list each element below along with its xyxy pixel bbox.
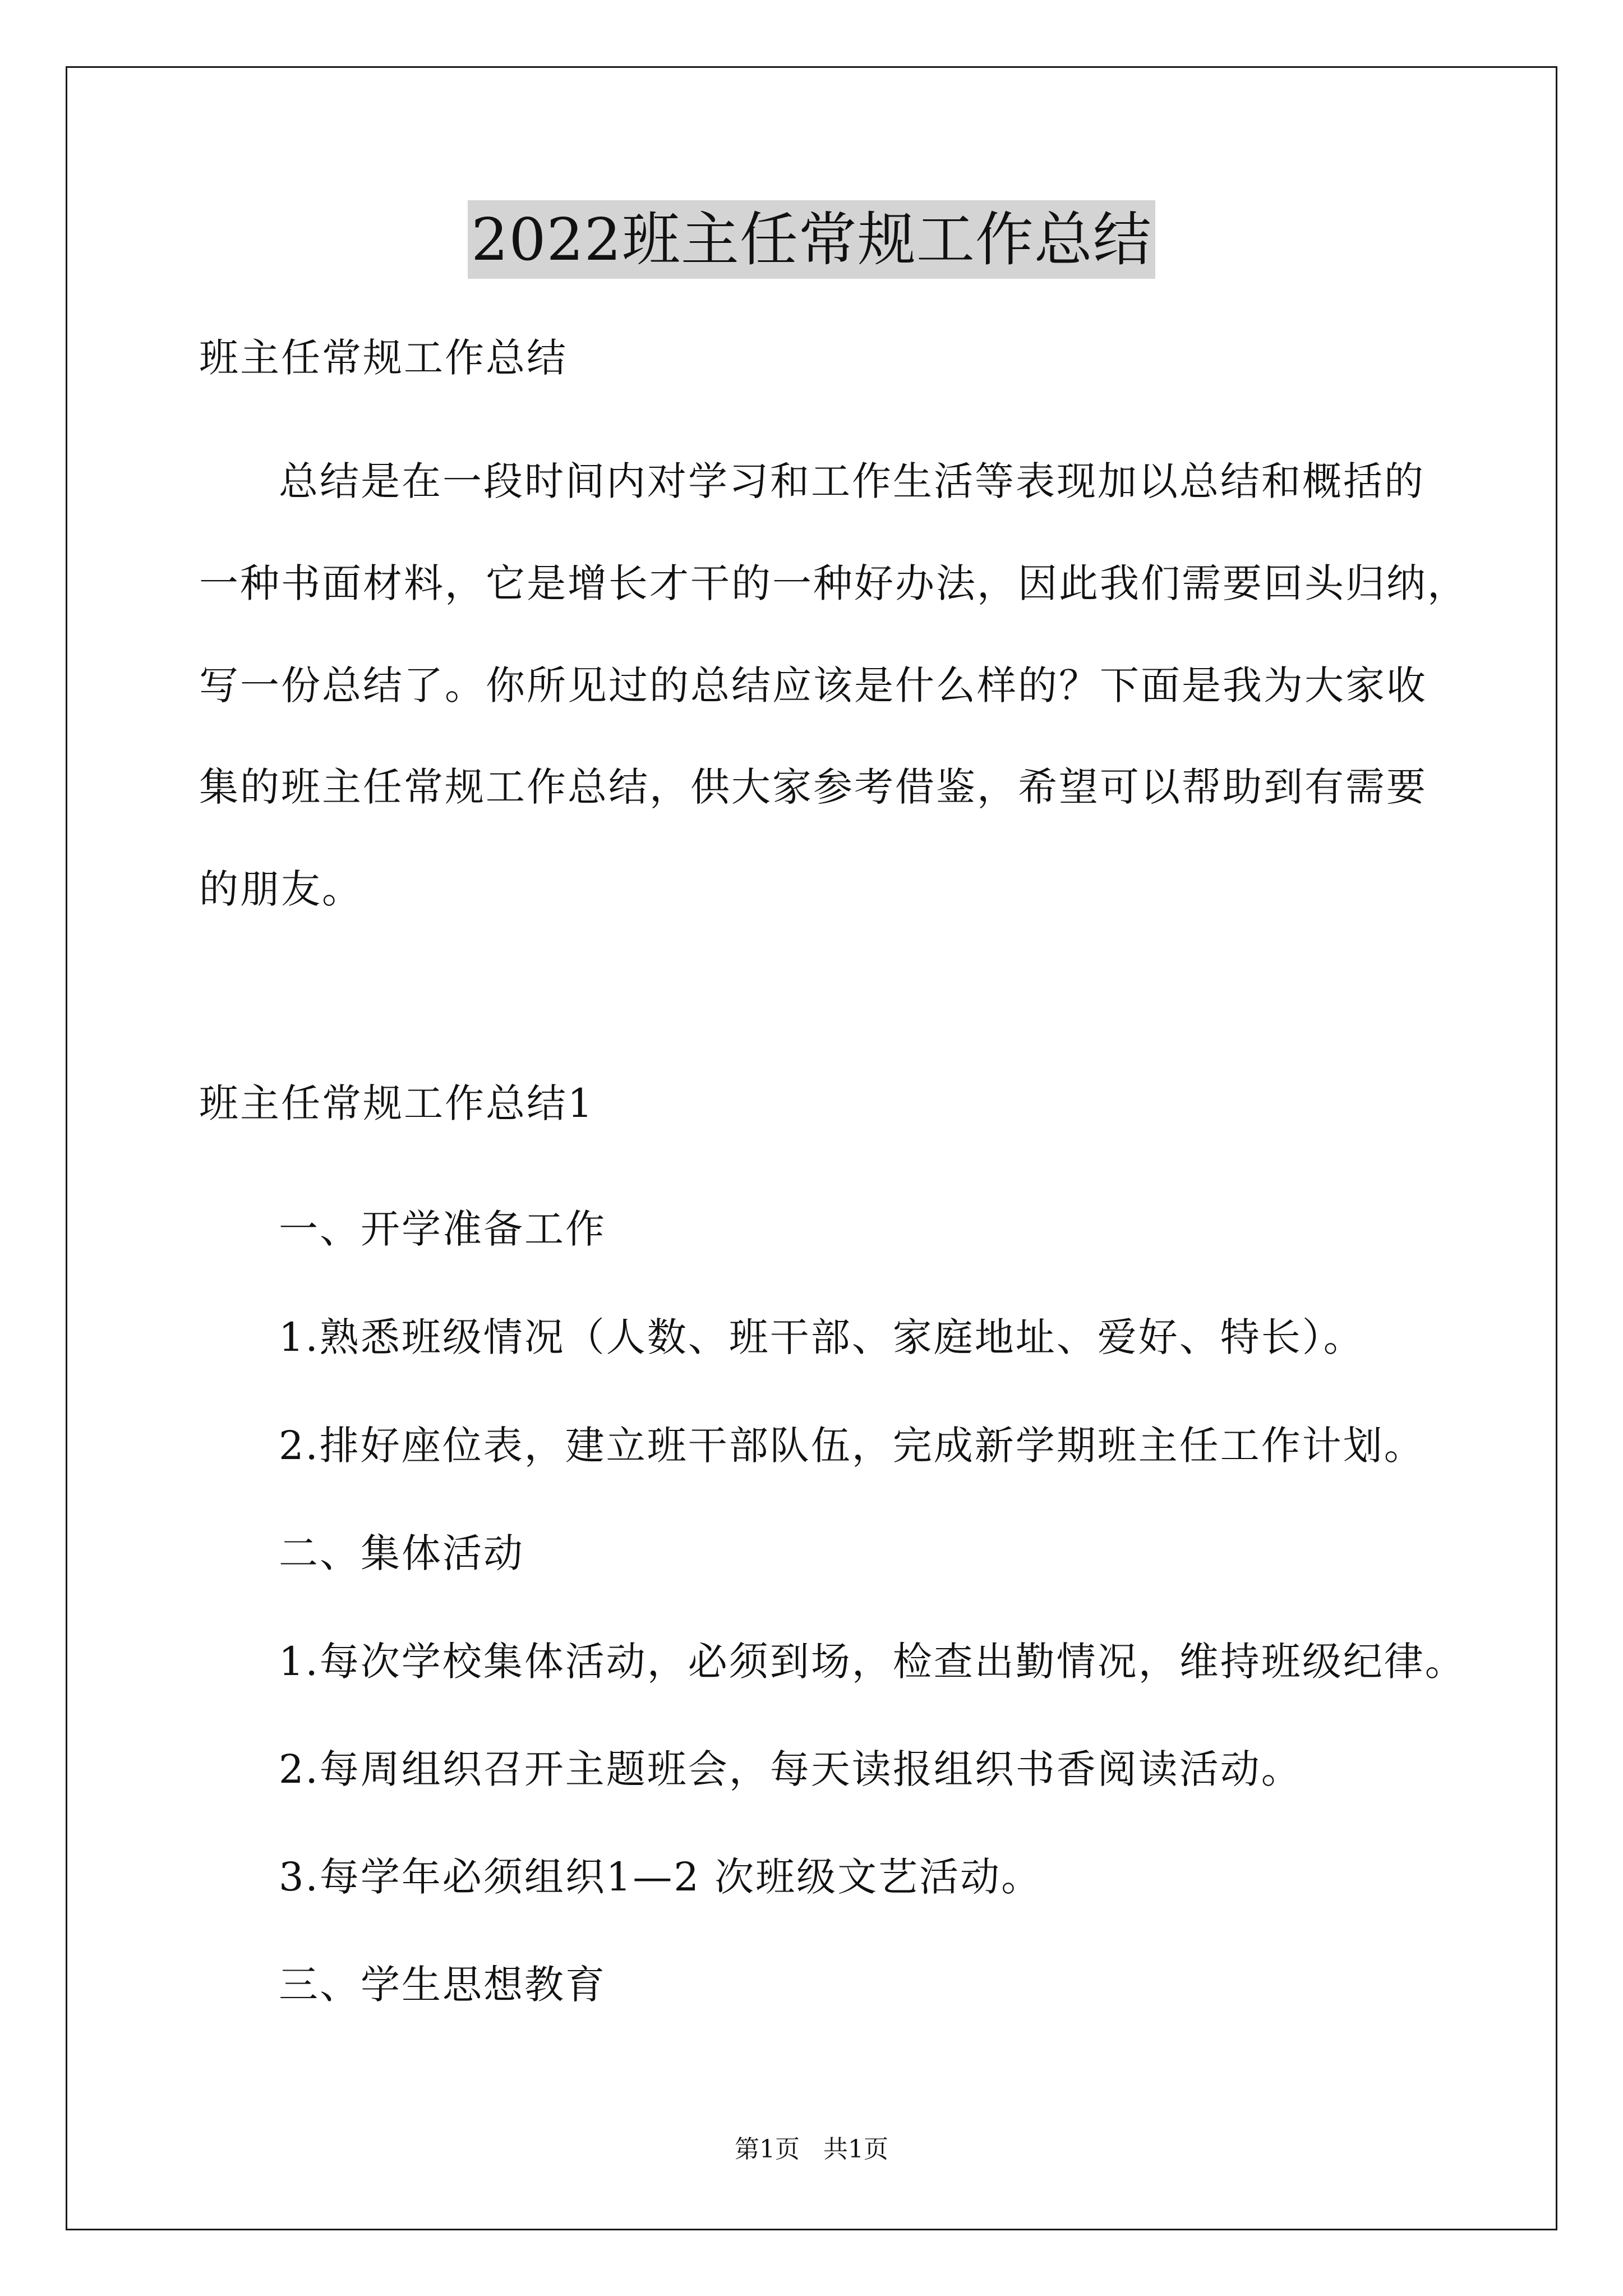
intro-line: 总结是在一段时间内对学习和工作生活等表现加以总结和概括的 xyxy=(279,458,1425,504)
title-container xyxy=(0,200,1623,279)
intro-line: 集的班主任常规工作总结，供大家参考借鉴，希望可以帮助到有需要 xyxy=(199,764,1427,810)
list-item: 2.排好座位表，建立班干部队伍，完成新学期班主任工作计划。 xyxy=(279,1423,1425,1469)
page-border xyxy=(66,66,1557,2230)
intro-line: 写一份总结了。你所见过的总结应该是什么样的？下面是我为大家收 xyxy=(199,662,1427,708)
section-heading: 二、集体活动 xyxy=(279,1530,524,1576)
intro-line: 的朋友。 xyxy=(199,866,363,912)
page-footer: 第1页 共1页 xyxy=(735,2135,888,2164)
list-item: 1.每次学校集体活动，必须到场，检查出勤情况，维持班级纪律。 xyxy=(279,1639,1466,1685)
section-title: 班主任常规工作总结1 xyxy=(199,1080,594,1126)
document-title: 2022班主任常规工作总结 xyxy=(468,200,1155,279)
document-subtitle: 班主任常规工作总结 xyxy=(199,335,568,381)
list-item: 2.每周组织召开主题班会，每天读报组织书香阅读活动。 xyxy=(279,1746,1302,1792)
intro-line: 一种书面材料，它是增长才干的一种好办法，因此我们需要回头归纳， xyxy=(199,560,1468,606)
section-heading: 一、开学准备工作 xyxy=(279,1206,606,1252)
list-item: 3.每学年必须组织1—2 次班级文艺活动。 xyxy=(279,1854,1043,1900)
list-item: 1.熟悉班级情况（人数、班干部、家庭地址、爱好、特长）。 xyxy=(279,1314,1364,1360)
section-heading: 三、学生思想教育 xyxy=(279,1962,606,2008)
